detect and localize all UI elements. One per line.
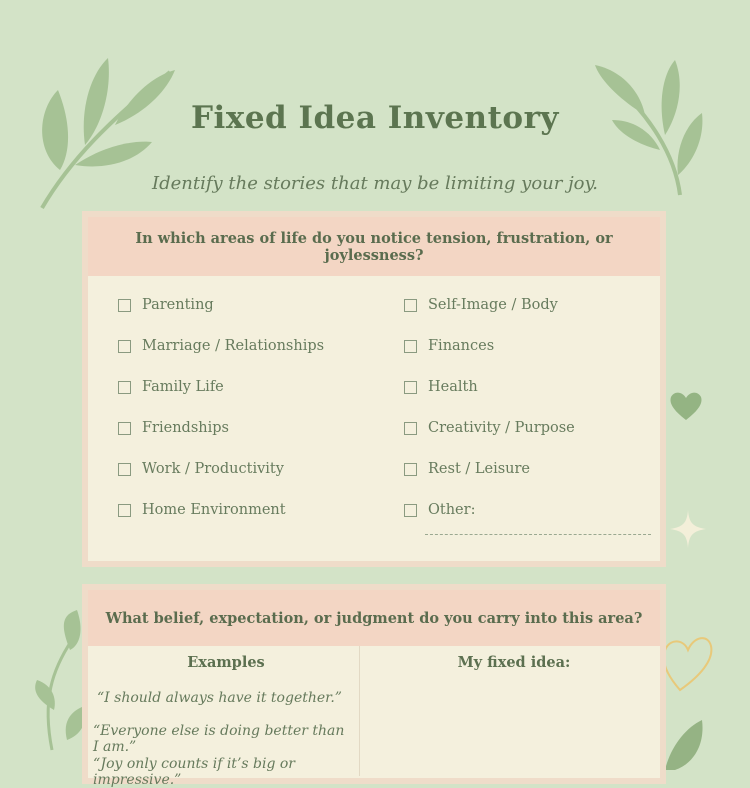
checkbox-friendships[interactable] [118,420,229,436]
checkbox-icon[interactable] [118,381,131,394]
checkbox-self-image-body[interactable] [404,297,558,313]
checkbox-rest-leisure[interactable] [404,461,530,477]
checkbox-label: Marriage / Relationships [142,338,325,354]
checkbox-label: Other: [428,502,476,518]
example-item: “I should always have it together.” [97,690,342,706]
checkbox-label: Self-Image / Body [428,297,558,313]
fixed-idea-writing-area[interactable] [366,680,656,770]
checkbox-finances[interactable] [404,338,494,354]
checkbox-icon[interactable] [404,422,417,435]
checkbox-marriage-relationships[interactable] [118,338,324,354]
other-write-in-line[interactable] [425,534,651,535]
example-item: “Everyone else is doing better than I am.” [93,723,345,755]
heart-outline-icon [658,632,714,692]
checkbox-icon[interactable] [118,463,131,476]
sparkle-icon [670,510,706,548]
page-subtitle: Identify the stories that may be limiting your joy. [151,173,598,194]
checkbox-home-environment[interactable] [118,502,286,518]
checkbox-label: Work / Productivity [142,461,284,477]
column-divider [359,646,360,776]
checkbox-label: Friendships [142,420,229,436]
checkbox-icon[interactable] [118,422,131,435]
checkbox-other[interactable] [404,502,475,518]
checkbox-label: Creativity / Purpose [428,420,575,436]
leaf-bottom-right [660,718,710,770]
belief-question: What belief, expectation, or judgment do you carry into this area? [88,590,660,646]
checkbox-icon[interactable] [118,299,131,312]
checkbox-parenting[interactable] [118,297,214,313]
checkbox-family-life[interactable] [118,379,224,395]
fixed-idea-header: My fixed idea: [457,654,571,671]
checkbox-label: Family Life [142,379,224,395]
checkbox-icon[interactable] [118,504,131,517]
checkbox-label: Home Environment [142,502,286,518]
checkbox-label: Finances [428,338,495,354]
checkbox-icon[interactable] [404,299,417,312]
checkbox-icon[interactable] [404,340,417,353]
examples-header: Examples [187,654,265,671]
life-areas-question: In which areas of life do you notice tension, frustration, or joylessness? [88,217,660,276]
example-item: “Joy only counts if it’s big or impressive.” [93,756,295,788]
checkbox-icon[interactable] [118,340,131,353]
checkbox-icon[interactable] [404,463,417,476]
checkbox-creativity-purpose[interactable] [404,420,575,436]
checkbox-work-productivity[interactable] [118,461,284,477]
page-title: Fixed Idea Inventory [191,100,559,136]
checkbox-icon[interactable] [404,504,417,517]
checkbox-label: Health [428,379,478,395]
checkbox-health[interactable] [404,379,478,395]
checkbox-label: Parenting [142,297,214,313]
checkbox-label: Rest / Leisure [428,461,531,477]
heart-icon [668,390,704,422]
checkbox-icon[interactable] [404,381,417,394]
